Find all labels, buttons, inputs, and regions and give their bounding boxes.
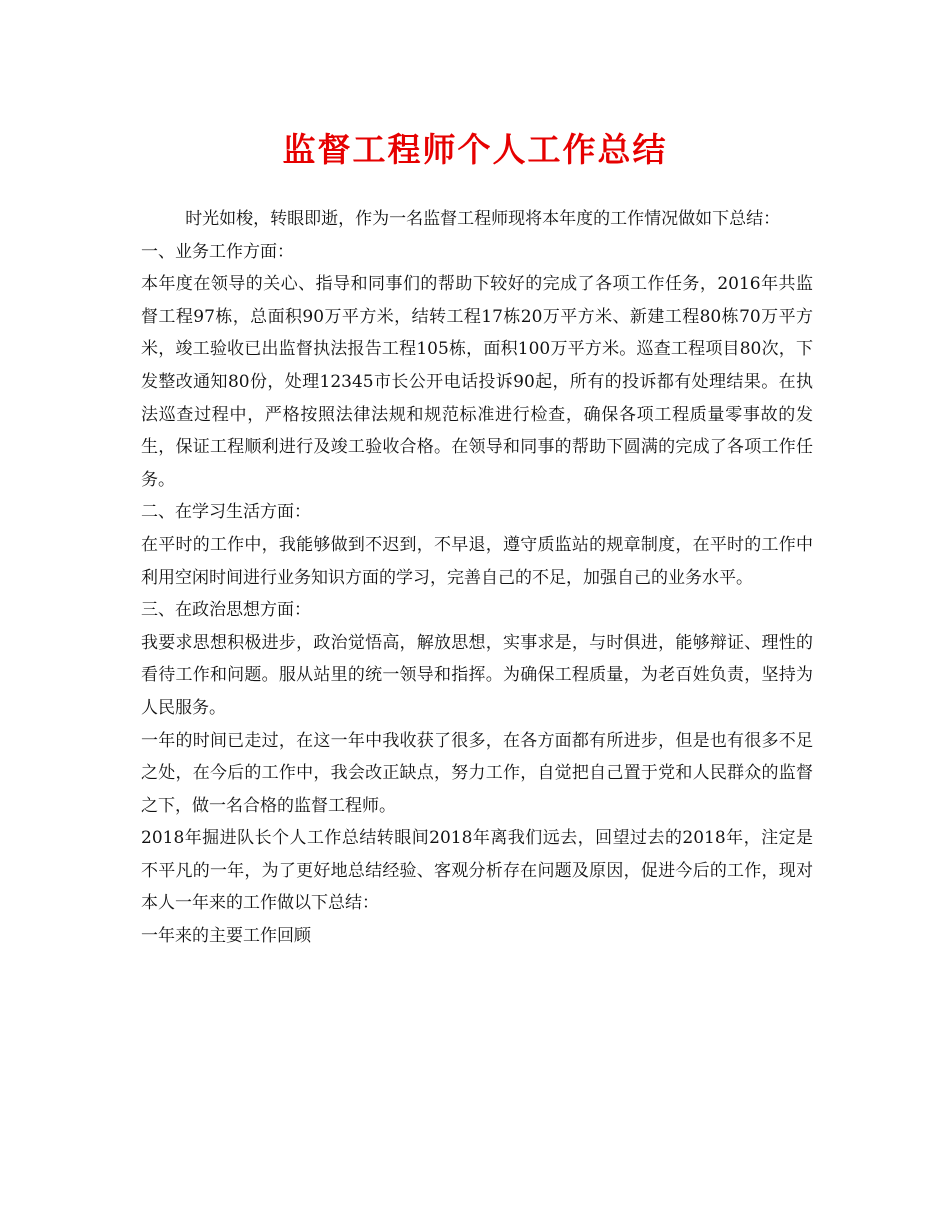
paragraph-business: 本年度在领导的关心、指导和同事们的帮助下较好的完成了各项工作任务，2016年共监督工程97栋，总面积90万平方米，结转工程17栋20万平方米、新建工程80栋70万平方米，竣工验收已出监督执法报告工程105栋，面积100万平方米。巡查工程项目80次，下发整改通知80份，处理12345市长公开电话投诉90起，所有的投诉都有处理结果。在执法巡查过程中，严格按照法律法规和规范标准进行检查，确保各项工程质量零事故的发生，保证工程顺利进行及竣工验收合格。在领导和同事的帮助下圆满的完成了各项工作任务。 bbox=[141, 274, 813, 490]
paragraph-political: 我要求思想积极进步，政治觉悟高，解放思想，实事求是，与时俱进，能够辩证、理性的看待工作和问题。服从站里的统一领导和指挥。为确保工程质量，为老百姓负责，坚持为人民服务。 bbox=[141, 632, 813, 718]
section-heading-political: 三、在政治思想方面： bbox=[141, 600, 311, 621]
section-heading-study: 二、在学习生活方面： bbox=[141, 502, 311, 523]
document-body bbox=[141, 203, 813, 953]
paragraph-study: 在平时的工作中，我能够做到不迟到，不早退，遵守质监站的规章制度，在平时的工作中利用空闲时间进行业务知识方面的学习，完善自己的不足，加强自己的业务水平。 bbox=[141, 534, 813, 588]
section-heading-business: 一、业务工作方面： bbox=[141, 241, 294, 262]
paragraph-review-heading: 一年来的主要工作回顾 bbox=[141, 926, 311, 947]
document-title: 监督工程师个人工作总结 bbox=[282, 130, 668, 169]
paragraph-2018-summary: 2018年掘进队长个人工作总结转眼间2018年离我们远去，回望过去的2018年，注定是不平凡的一年，为了更好地总结经验、客观分析存在问题及原因，促进今后的工作，现对本人一年来的工作做以下总结： bbox=[141, 828, 813, 914]
paragraph-conclusion: 一年的时间已走过，在这一年中我收获了很多，在各方面都有所进步，但是也有很多不足之处，在今后的工作中，我会改正缺点，努力工作，自觉把自己置于党和人民群众的监督之下，做一名合格的监督工程师。 bbox=[141, 730, 813, 816]
paragraph-intro: 时光如梭，转眼即逝，作为一名监督工程师现将本年度的工作情况做如下总结： bbox=[185, 209, 781, 229]
